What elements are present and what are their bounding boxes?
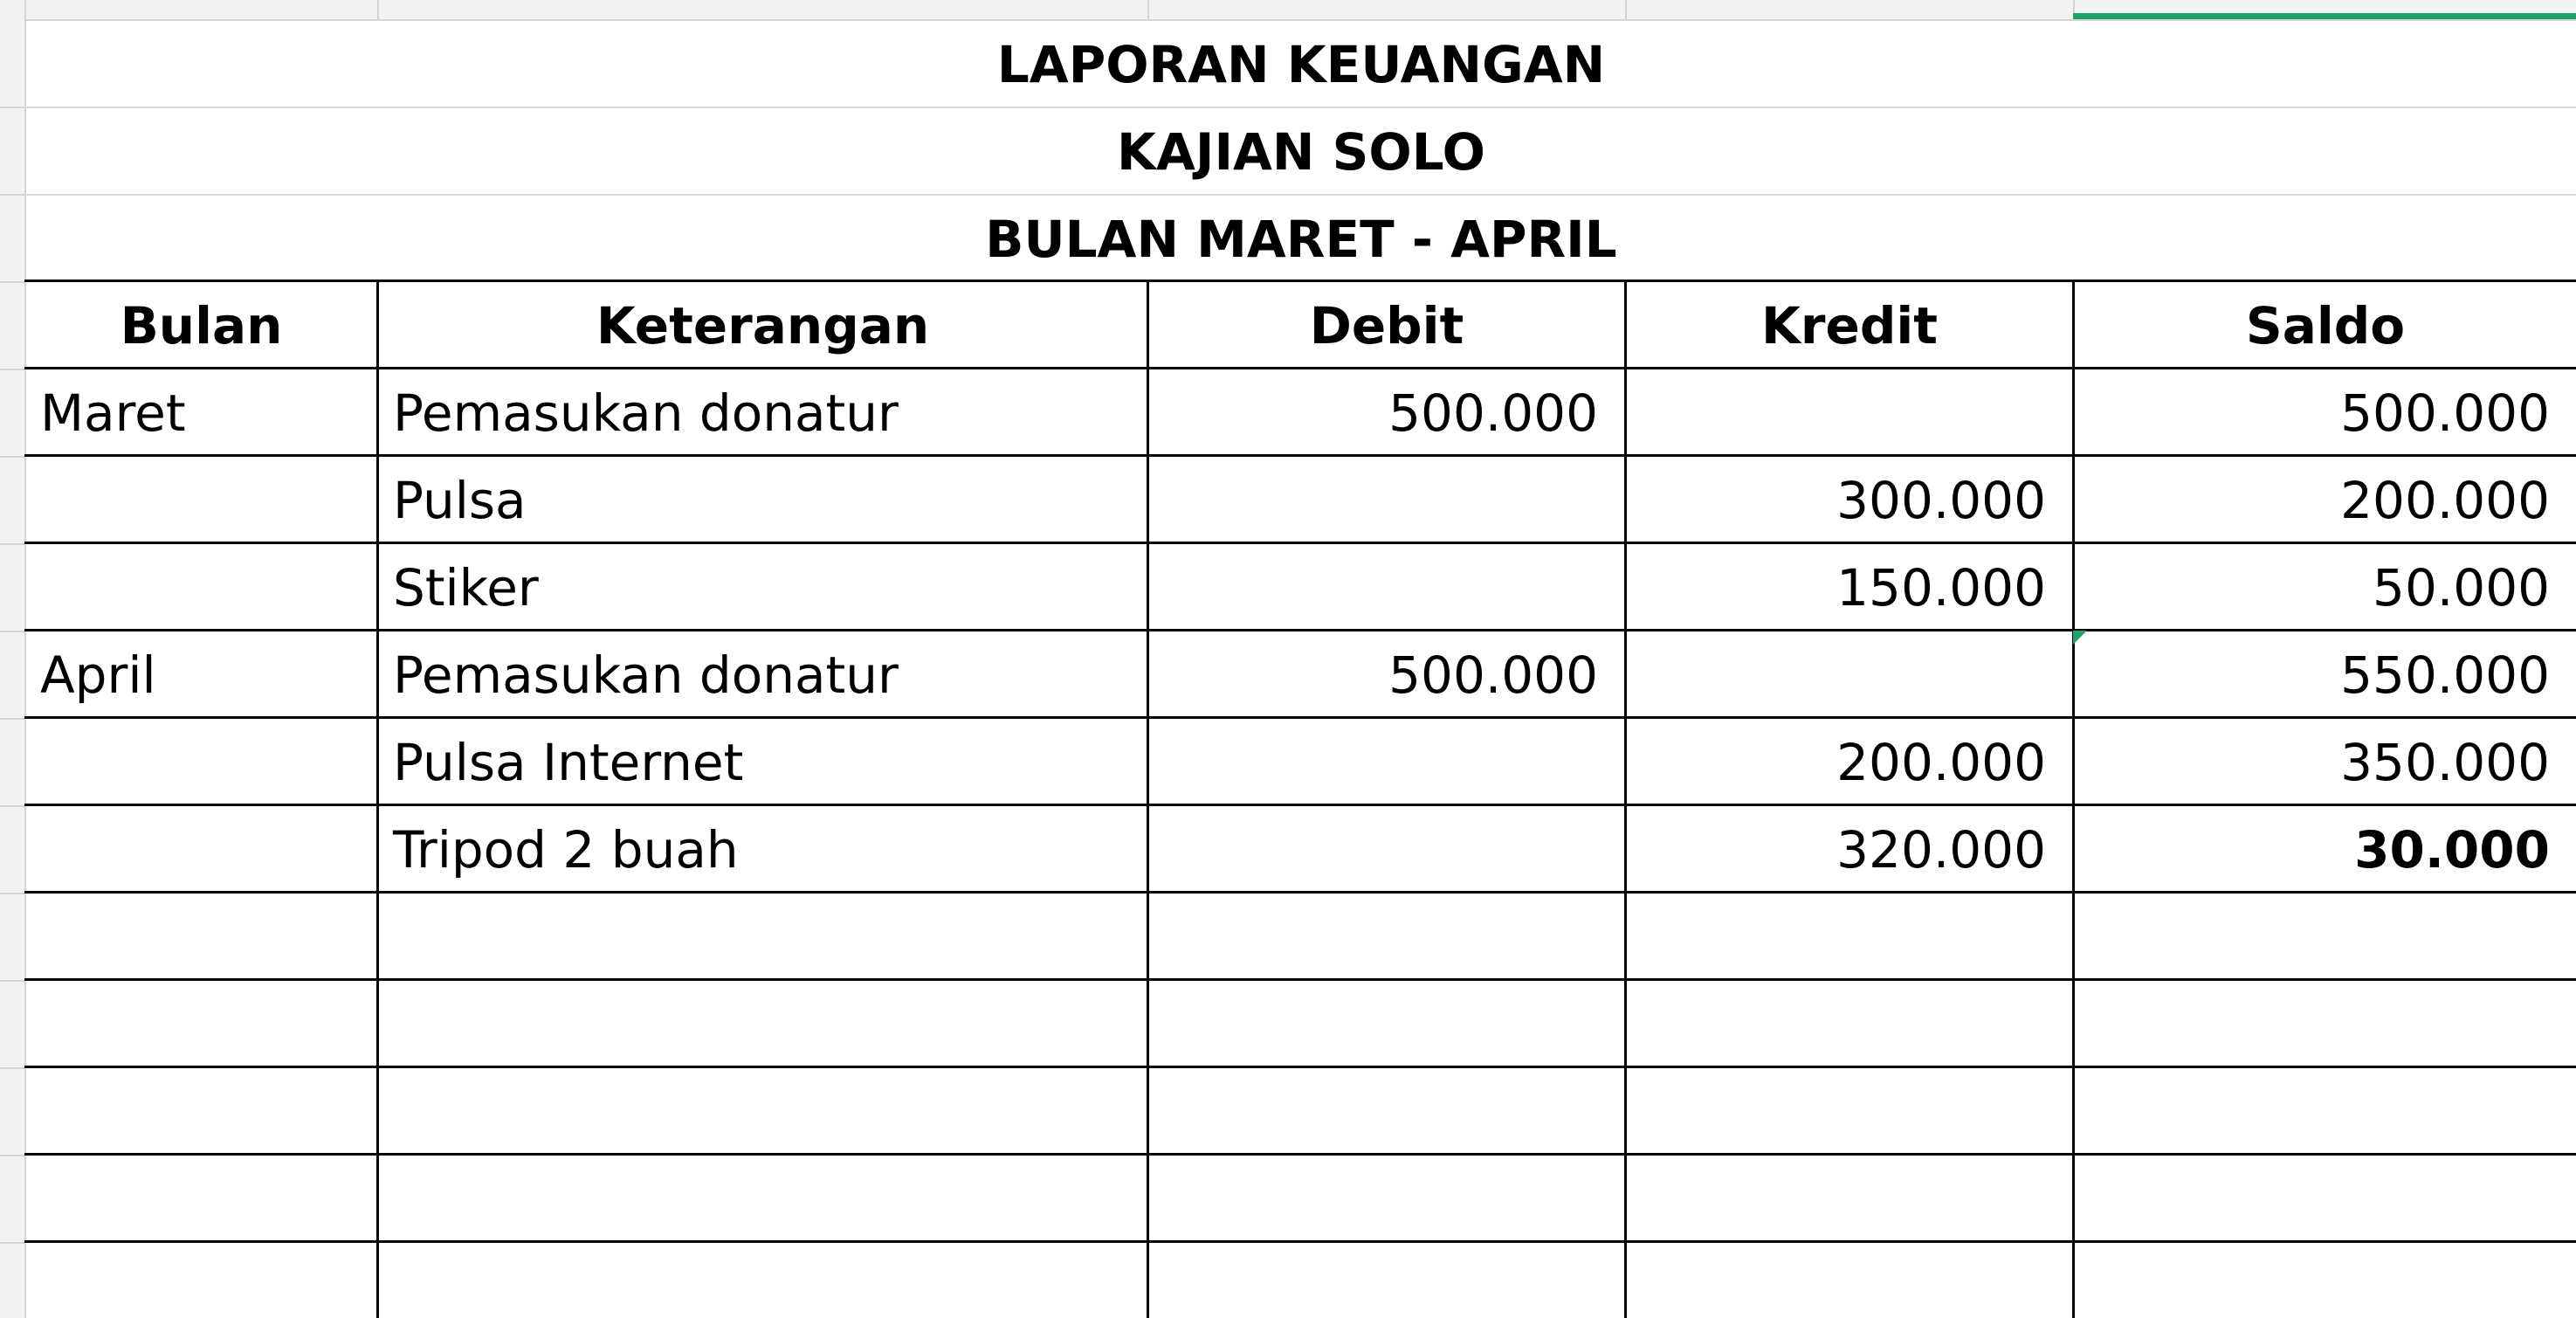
cell-kredit[interactable]: 320.000 — [1836, 820, 2046, 880]
cell-kredit[interactable] — [1627, 369, 2072, 457]
table-border — [24, 978, 2576, 981]
report-period[interactable]: BULAN MARET - APRIL — [985, 210, 1617, 269]
cell-debit[interactable]: 500.000 — [1388, 383, 1598, 443]
column-separator — [1147, 0, 1149, 19]
row-separator — [0, 805, 24, 807]
column-separator — [1625, 0, 1627, 19]
cell-bulan[interactable] — [26, 544, 376, 631]
table-border — [24, 1066, 2576, 1068]
cell-keterangan[interactable]: Pulsa Internet — [393, 733, 744, 792]
cell-keterangan[interactable]: Pulsa — [393, 471, 527, 530]
cell-keterangan[interactable]: Stiker — [393, 558, 539, 618]
row-separator — [0, 194, 24, 196]
report-title[interactable]: LAPORAN KEUANGAN — [996, 35, 1606, 94]
row-separator — [0, 1067, 24, 1069]
cell-bulan[interactable] — [26, 457, 376, 544]
active-column-indicator — [2073, 13, 2576, 19]
header-bulan[interactable]: Bulan — [120, 296, 283, 355]
cell-kredit[interactable]: 300.000 — [1836, 471, 2046, 530]
cell-keterangan[interactable]: Tripod 2 buah — [393, 820, 739, 880]
cell-bulan[interactable]: Maret — [40, 383, 186, 443]
cell-indicator-marker — [2073, 631, 2087, 645]
column-separator — [24, 0, 26, 19]
column-header-strip[interactable] — [0, 0, 2576, 21]
cell-bulan[interactable]: April — [40, 645, 156, 705]
cell-debit[interactable] — [1149, 457, 1624, 544]
cell-kredit[interactable] — [1627, 631, 2072, 719]
row-separator — [0, 1155, 24, 1156]
cell-saldo-final[interactable]: 30.000 — [2354, 820, 2550, 880]
header-keterangan[interactable]: Keterangan — [596, 296, 930, 355]
cell-debit[interactable] — [1149, 806, 1624, 894]
cell-bulan[interactable] — [26, 806, 376, 894]
row-separator — [0, 107, 24, 108]
row-separator — [0, 980, 24, 982]
header-saldo[interactable]: Saldo — [2245, 296, 2406, 355]
cell-debit[interactable] — [1149, 719, 1624, 806]
row-separator — [0, 543, 24, 545]
cell-debit[interactable]: 500.000 — [1388, 645, 1598, 705]
row-separator — [0, 281, 24, 283]
cell-kredit[interactable]: 200.000 — [1836, 733, 2046, 792]
report-subtitle[interactable]: KAJIAN SOLO — [1117, 122, 1485, 182]
row-separator — [0, 456, 24, 458]
row-separator — [0, 893, 24, 894]
table-border — [24, 1240, 2576, 1243]
header-kredit[interactable]: Kredit — [1760, 296, 1938, 355]
cell-saldo[interactable]: 500.000 — [2340, 383, 2550, 443]
row-header-strip[interactable] — [0, 19, 26, 1318]
row-separator — [0, 1242, 24, 1244]
row-separator — [0, 718, 24, 720]
table-border — [24, 1153, 2576, 1156]
column-separator — [377, 0, 379, 19]
cell-saldo[interactable]: 550.000 — [2340, 645, 2550, 705]
cell-bulan[interactable] — [26, 719, 376, 806]
header-debit[interactable]: Debit — [1309, 296, 1464, 355]
cell-saldo[interactable]: 200.000 — [2340, 471, 2550, 530]
cell-keterangan[interactable]: Pemasukan donatur — [393, 383, 899, 443]
cell-kredit[interactable]: 150.000 — [1836, 558, 2046, 618]
row-separator — [0, 369, 24, 370]
cell-saldo[interactable]: 50.000 — [2373, 558, 2550, 618]
row-separator — [0, 631, 24, 632]
cell-debit[interactable] — [1149, 544, 1624, 631]
cell-keterangan[interactable]: Pemasukan donatur — [393, 645, 899, 705]
cell-saldo[interactable]: 350.000 — [2340, 733, 2550, 792]
